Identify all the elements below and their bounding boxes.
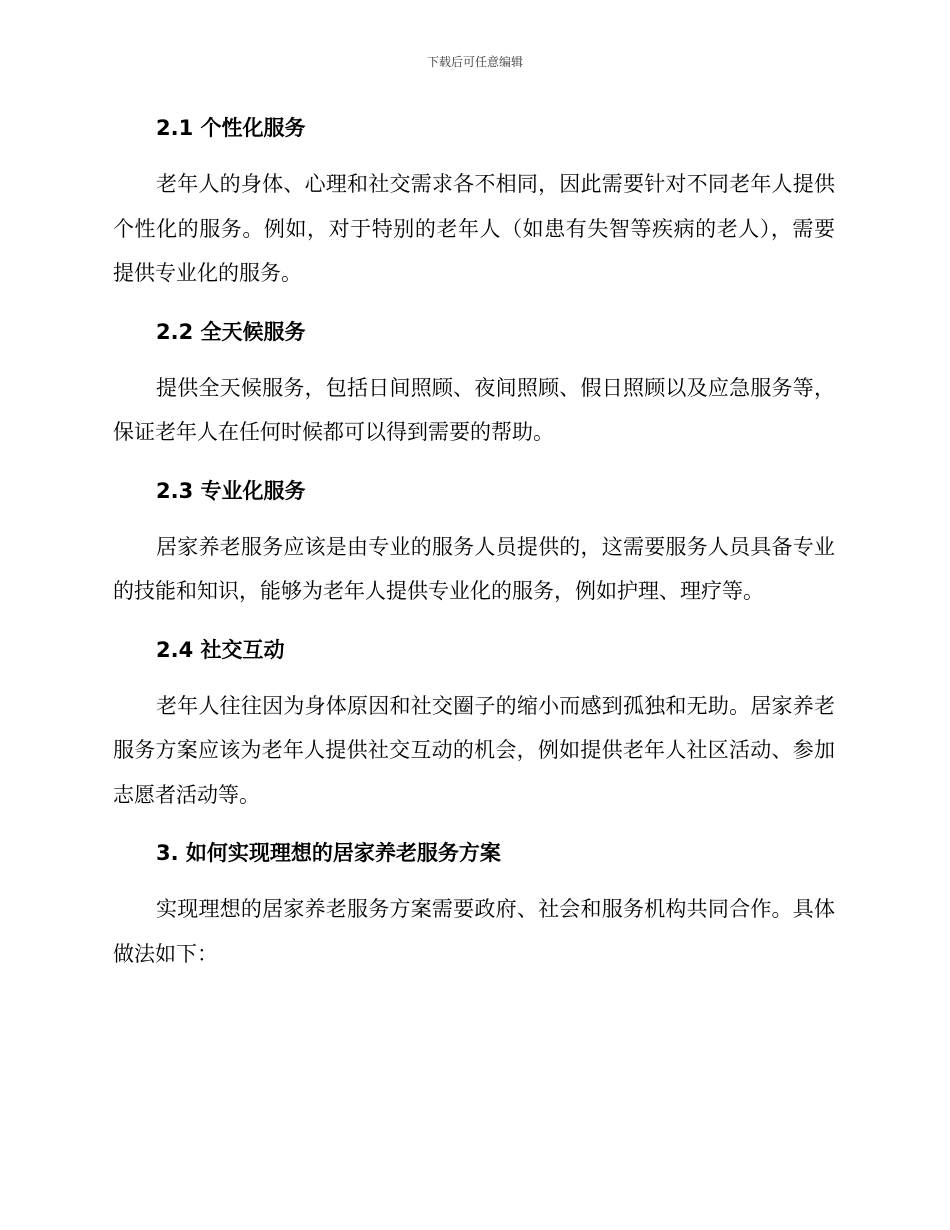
section-2-4 xyxy=(113,630,835,818)
section-2-3 xyxy=(113,471,835,614)
document-body xyxy=(113,108,835,992)
section-heading: 2.2 全天候服务 xyxy=(156,319,306,344)
section-heading: 2.4 社交互动 xyxy=(156,637,285,662)
section-2-1 xyxy=(113,108,835,296)
section-paragraph: 实现理想的居家养老服务方案需要政府、社会和服务机构共同合作。具体做法如下： xyxy=(113,897,835,966)
section-paragraph: 老年人的身体、心理和社交需求各不相同，因此需要针对不同老年人提供个性化的服务。例如，对于特别的老年人（如患有失智等疾病的老人），需要提供专业化的服务。 xyxy=(113,172,835,285)
header-note: 下载后可任意编辑 xyxy=(426,55,523,69)
section-2-2 xyxy=(113,312,835,455)
section-heading: 3. 如何实现理想的居家养老服务方案 xyxy=(156,841,501,865)
section-heading: 2.1 个性化服务 xyxy=(156,116,306,140)
section-paragraph: 居家养老服务应该是由专业的服务人员提供的，这需要服务人员具备专业的技能和知识，能够为老年人提供专业化的服务，例如护理、理疗等。 xyxy=(113,534,835,603)
section-3 xyxy=(113,833,835,976)
section-paragraph: 提供全天候服务，包括日间照顾、夜间照顾、假日照顾以及应急服务等，保证老年人在任何时候都可以得到需要的帮助。 xyxy=(113,375,835,444)
section-heading: 2.3 专业化服务 xyxy=(156,478,306,503)
section-paragraph: 老年人往往因为身体原因和社交圈子的缩小而感到孤独和无助。居家养老服务方案应该为老年人提供社交互动的机会，例如提供老年人社区活动、参加志愿者活动等。 xyxy=(113,693,835,807)
